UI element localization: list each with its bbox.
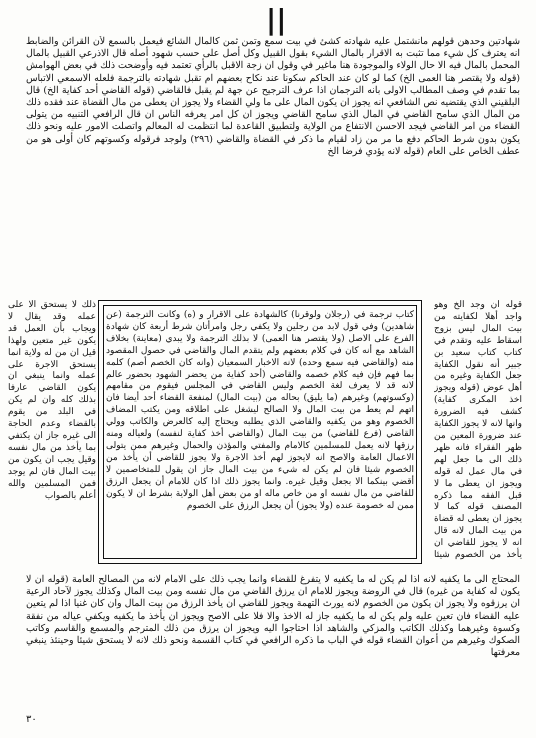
right-margin-commentary: قوله ان وجد الخ وهو واجد أهلا لكفايته من بيت المال ليس بزوج اسقاط عليه وتقدم في كتاب كتاب سعيد بن جبير أنه نقول الكفاية جعل الكفاية وغيره من أهل عوض (قوله ويجوز اخذ المكرى كفاية) كشف فيه الضرورة وانها لانه لا يجوز الكفاية عند ضرورة المعين من ظهر الفقراء فانه ظهر ذلك الى ما جعل لهم في مال عمل له قوله ويجوز ان يعطى ما لا قبل الفقه مما ذكره المصنف قوله كما لا يجوز ان يعطى له قضاة من بيت المال لانه قال انه لا يجوز للقاضي ان يأخذ من الخصوم شيئا xyxy=(434,300,522,561)
main-matn-text: كتاب ترجمة في (رجلان ولوقرنا) كالشهادة على الاقرار و (ه) وكانت الترجمة (عن شاهدين) وفي قول لابد من رجلين ولا يكفي رجل وامرأتان شرط أربعة كان شهادة الفرع على الاصل (ولا يقتصر هنا العمى) لا بذلك الترجمة ولا يبدي (معاينة) بخلاف الشاهد مع أنه كان في كلام بعضهم ولم يتقدم المال والقاضي في حصول المقصود منه (والقاضي فيه سمع وحده) لانه الاخبار السمعيان (وانه كان الخصم أصم) كلمه بما فهم فإن فيه كلام خصمه والقاضي (أحد كفاية من يحضر الشهود بحضور عالم لانه قد لا يعرف لغة الخصم وليس القاضي في المجلس فيقوم من مقامهم (وكسوتهم) وغيرهم (ما يليق) بحاله من (بيت المال) لمنفعة القضاء أحد أيضا فان اتهم لم يعط من بيت المال ولا الصالح ليشغل على اطلاقه ومن يكتب المضاف الخصوم وهو من يكفيه والقاضي الذي يطلبه ويحتاج إليه كالعرض والكاتب وولي القاضي (فرع للقاضي) من بيت المال (والقاضي أخذ كفاية لنفسه) ولعياله ومنه رزقها لانه يعمل للمسلمين كالامام والمفتي والمؤذن والحمال وغيرهم ممن يتولى الاعمال العامة والاصح انه لايجوز لهم أخذ الاجرة ولا يجوز للقاضي أن يأخذ من الخصوم شيئا فان لم يكن له شيء من بيت المال جاز ان يقول للمتخاصمين لا أقضي بينكما الا بجعل وقيل غيره. وانما يجوز ذلك اذا كان للامام أن يجعل الرزق للقاضي من مال نفسه او من خاص ماله او من بعض أهل الولاية بشرط ان لا يكون ممن له خصومة عنده (ولا يجوز) أن يجعل الرزق على الخصوم xyxy=(106,310,414,511)
page-number: ٣٠ xyxy=(26,714,37,725)
page-mark: || xyxy=(266,3,287,36)
bottom-commentary-text: المحتاج الى ما يكفيه لانه اذا لم يكن له ما يكفيه لا يتفرغ للقضاء وانما يجب ذلك على الامام لانه من المصالح العامة (قوله ان لا يكون له كفاية من غيره) قال في الروضة ويجوز للامام ان يرزق القاضي من مال نفسه ومن بيت المال وكذلك يجوز لآحاد الرعية ان يرزقوه ولا يجوز ان يكون من الخصوم لانه يورث التهمة ويجوز للقاضي ان يأخذ الرزق من بيت المال وان كان غنيا اذا لم يتعين عليه القضاء فان تعين عليه ولم يكن له ما يكفيه جاز له الاخذ والا فلا على الاصح ويجوز ان يأخذ ما يكفيه ويكفي عياله من نفقة وكسوة وغيرهما وكذلك الكاتب والمزكي والشاهد اذا احتاجوا اليه ويجوز ان يرزق من ذلك المترجم والمسمع والقاسم وكاتب الصكوك وغيرهم من أعوان القضاء قوله في الباب ما ذكره الرافعي في كتاب القسمة ونحو ذلك لانه لا يستحق شيئا وحينئذ ينبغي معرفتها xyxy=(26,574,520,659)
left-margin-commentary: ذلك لا يستحق الا على عمله وقد يقال لا ويجاب بأن العمل قد يكون غير متعين ولهذا قيل ان من له ولاية انما يستحق الاجرة على عمله وانما ينبغي ان يكون القاضي عارفا بذلك كله وان لم يكن في البلد من يقوم بالقضاء وعدم الحاجة الى غيره جاز ان يكتفي بما يأخذ من مال نفسه وقيل يجب ان يكون من بيت المال فان لم يوجد فمن المسلمين والله أعلم بالصواب xyxy=(8,300,96,501)
top-commentary-text: شهادتين وحدهن قولهم مانشتمل عليه شهادته كشئ في بيت سمع وتمن ثمن كالمال الشائع فيعمل بالسمع لأن القرائن والضابط انه يعترف كل شيء مما تثبت به الاقرار بالمال الشيء بقول القبيل وكل أصل على حسب شهود أصله قال الاذرعي القبيل بالمال المحمل بالمال فيه الا حال الولاء والموجودة هنا ماغير في وقول ان زجة الاقبل بالرأي تعتمد فيه وأوضحت ذلك في بعض الهوامش (قوله ولا يقتصر هنا العمى الخ) كما لو كان عند الحاكم سكونا عند نكاح بعضهم ام تقبل شهادته بالترجمة فلعله الاسمعي الاتباس بما تقدم في وصف المطالب الاولى بانه الترجمان اذا عرف الترجيح عن جهة لم يقبل فالقاضي (قوله القاضي أحد كفاية الخ) قال البلقيني الذي يقتضيه نص الشافعي انه يجوز ان يكون المال على ما ولي القضاء ولا يجوز ان يعطى من مال القضاة عند فقده ذلك من المال الذي سامح القاضي في المال الذي سامح القاضي ويجوز ان كل امر يعرفه الناس ان قال الرافعي التنبيه من يتولى القضاء من امر القاضي فيجد الاحسن الانتفاع من الولاية ولتطبيق القاعدة لما انتظمت له المعالم واتصلت الامور عليه ونحو ذلك يكون بدون شرط الحاكم دفع ما مر من زاد لقيام ما ذكر في القضاة والقاضي (٢٩٦) ولوجد فرقوله وكسوتهم كان أولى هو من عطف الخاص على العام (قوله لانه يؤدي فرضا الخ xyxy=(26,36,520,157)
